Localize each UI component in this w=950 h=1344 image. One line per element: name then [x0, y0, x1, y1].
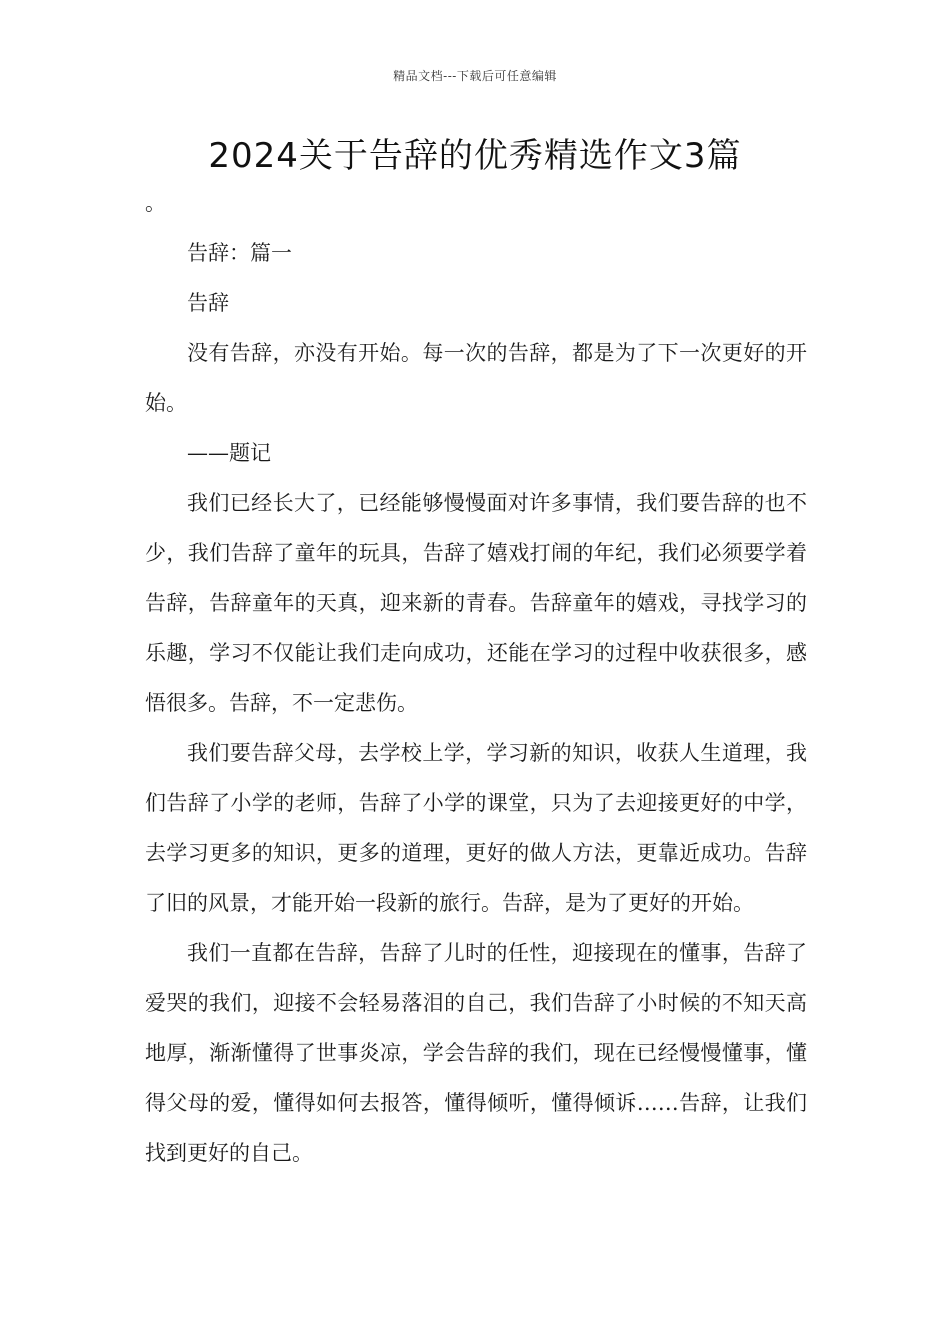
leading-mark: 。 — [145, 191, 166, 215]
epigraph-attribution: ——题记 — [187, 441, 271, 465]
body-paragraph: 我们一直都在告辞，告辞了儿时的任性，迎接现在的懂事，告辞了爱哭的我们，迎接不会轻易落泪的自己，我们告辞了小时候的不知天高地厚，渐渐懂得了世事炎凉，学会告辞的我们，现在已经慢慢懂事，懂得父母的爱，懂得如何去报答，懂得倾听，懂得倾诉……告辞，让我们找到更好的自己。 — [145, 941, 807, 1165]
body-paragraph: 我们已经长大了，已经能够慢慢面对许多事情，我们要告辞的也不少，我们告辞了童年的玩具，告辞了嬉戏打闹的年纪，我们必须要学着告辞，告辞童年的天真，迎来新的青春。告辞童年的嬉戏，寻找学习的乐趣，学习不仅能让我们走向成功，还能在学习的过程中收获很多，感悟很多。告辞，不一定悲伤。 — [145, 491, 807, 715]
document-body — [145, 178, 807, 1178]
body-paragraph: 我们要告辞父母，去学校上学，学习新的知识，收获人生道理，我们告辞了小学的老师，告辞了小学的课堂，只为了去迎接更好的中学，去学习更多的知识，更多的道理，更好的做人方法，更靠近成功。告辞了旧的风景，才能开始一段新的旅行。告辞，是为了更好的开始。 — [145, 741, 807, 915]
page-header-watermark: 精品文档---下载后可任意编辑 — [393, 69, 557, 83]
document-title: 2024关于告辞的优秀精选作文3篇 — [208, 136, 742, 176]
section-heading: 告辞：篇一 — [187, 241, 292, 265]
essay-title: 告辞 — [187, 291, 229, 315]
epigraph-paragraph: 没有告辞，亦没有开始。每一次的告辞，都是为了下一次更好的开始。 — [145, 341, 807, 415]
